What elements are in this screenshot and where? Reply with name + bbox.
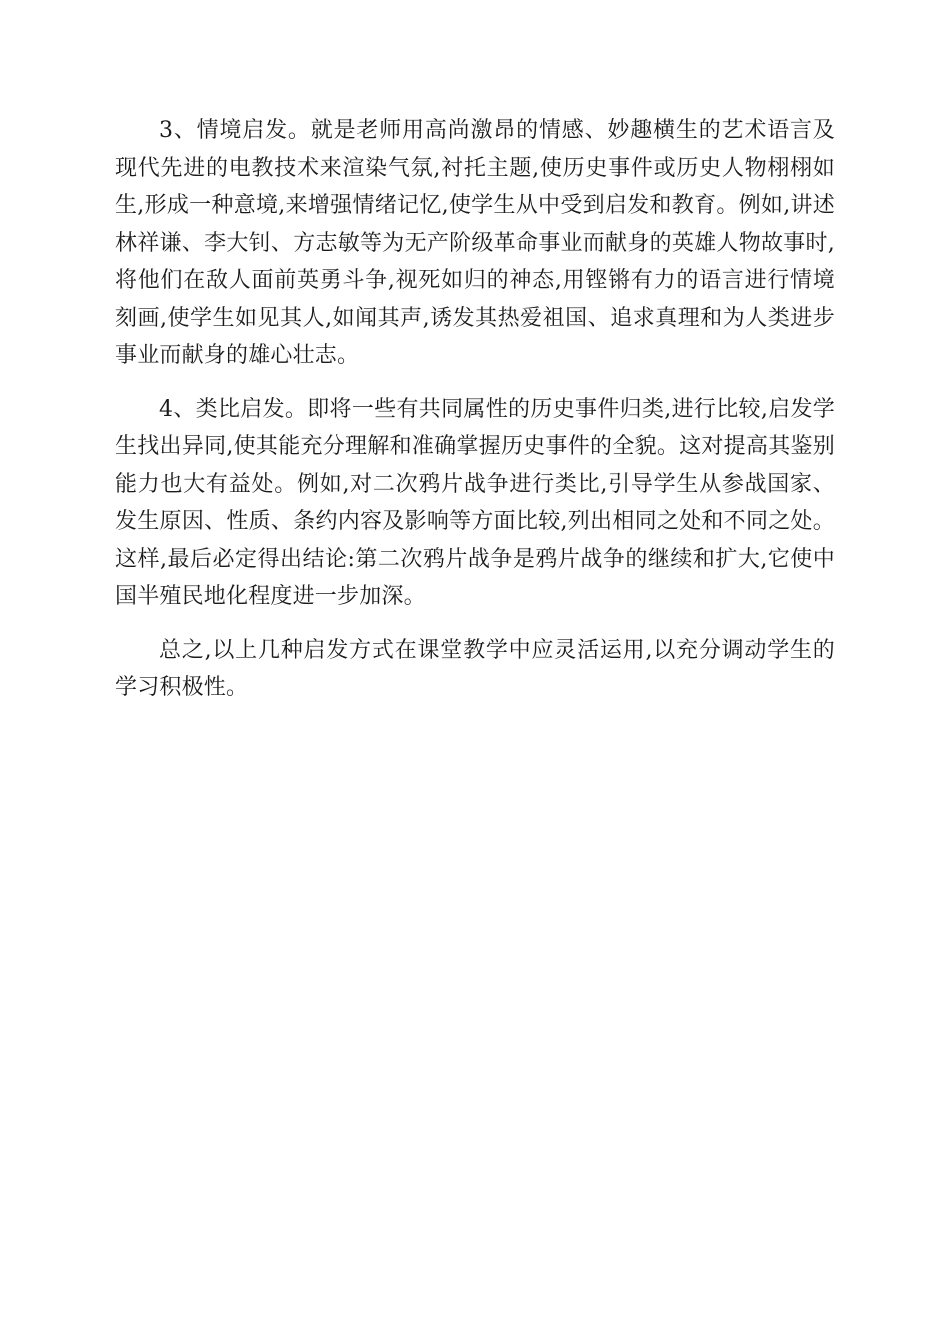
paragraph-situational-inspiration: 3、情境启发。就是老师用高尚激昂的情感、妙趣横生的艺术语言及现代先进的电教技术来渲染气氛,衬托主题,使历史事件或历史人物栩栩如生,形成一种意境,来增强情绪记忆,使学生从中受到启发和教育。例如,讲述林祥谦、李大钊、方志敏等为无产阶级革命事业而献身的英雄人物故事时,将他们在敌人面前英勇斗争,视死如归的神态,用铿锵有力的语言进行情境刻画,使学生如见其人,如闻其声,诱发其热爱祖国、追求真理和为人类进步事业而献身的雄心壮志。 — [115, 118, 835, 368]
paragraph-analogy-inspiration: 4、类比启发。即将一些有共同属性的历史事件归类,进行比较,启发学生找出异同,使其能充分理解和准确掌握历史事件的全貌。这对提高其鉴别能力也大有益处。例如,对二次鸦片战争进行类比,引导学生从参战国家、发生原因、性质、条约内容及影响等方面比较,列出相同之处和不同之处。这样,最后必定得出结论:第二次鸦片战争是鸦片战争的继续和扩大,它使中国半殖民地化程度进一步加深。 — [115, 396, 835, 609]
document-body — [115, 112, 835, 707]
paragraph-conclusion: 总之,以上几种启发方式在课堂教学中应灵活运用,以充分调动学生的学习积极性。 — [115, 637, 835, 700]
